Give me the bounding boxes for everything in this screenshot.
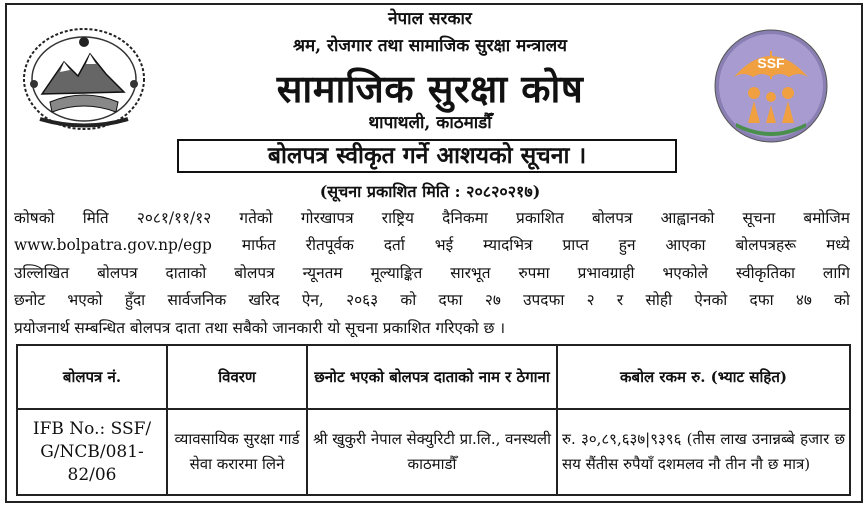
body-line: प्रयोजनार्थ सम्बन्धित बोलपत्र दाता तथा सबैको जानकारी यो सूचना प्रकाशित गरिएको छ । xyxy=(14,318,506,337)
bid-no-cell: IFB No.: SSF/ G/NCB/081-82/06 xyxy=(17,409,167,495)
body-line: उल्लिखित बोलपत्र दाताको बोलपत्र न्यूनतम मूल्याङ्कित सारभूत रुपमा प्रभावग्राही भएकोले स्वीकृतिका लागि xyxy=(14,263,850,282)
notice-body xyxy=(14,205,850,342)
bidder-cell: श्री खुकुरी नेपाल सेक्युरिटी प्रा.लि., वनस्थली काठमाडौँ xyxy=(307,409,557,495)
body-line: कोषको मिति २०८१/११/१२ गतेको गोरखापत्र राष्ट्रिय दैनिकमा प्रकाशित बोलपत्र आह्वानको सूचना बमोजिम xyxy=(14,209,850,227)
nepal-government-emblem-icon xyxy=(20,24,148,134)
government-name: नेपाल सरकार xyxy=(388,9,472,29)
publication-date: (सूचना प्रकाशित मिति : २०८२०२१७) xyxy=(319,182,541,201)
ministry-name: श्रम, रोजगार तथा सामाजिक सुरक्षा मन्त्रालय xyxy=(292,36,567,56)
bid-table xyxy=(16,344,851,496)
header-bidder: छनोट भएको बोलपत्र दाताको नाम र ठेगाना xyxy=(307,345,557,409)
header-amount: कबोल रकम रु. (भ्याट सहित) xyxy=(557,345,850,409)
ssf-logo-text: SSF xyxy=(757,55,785,71)
header-bid-no: बोलपत्र नं. xyxy=(17,345,167,409)
body-line: छनोट भएको हुँदा सार्वजनिक खरिद ऐन, २०६३ को दफा २७ उपदफा २ र सोही ऐनको दफा ४७ को xyxy=(14,291,850,310)
organization-address: थापाथली, काठमाडौँ xyxy=(368,113,492,133)
header-description: विवरण xyxy=(167,345,307,409)
description-cell: व्यावसायिक सुरक्षा गार्ड सेवा करारमा लिने xyxy=(167,409,307,495)
organization-name: सामाजिक सुरक्षा कोष xyxy=(276,66,584,111)
ssf-umbrella-family-logo-icon xyxy=(712,27,830,145)
table-header-row xyxy=(17,345,850,409)
body-line: www.bolpatra.gov.np/egp मार्फत रीतपूर्वक दर्ता भई म्यादभित्र प्राप्त हुन आएका बोलपत्रहरू मध्ये xyxy=(14,236,850,255)
amount-cell: रु. ३०,८९,६३७|९३९६ (तीस लाख उनान्नब्बे हजार छ सय सैंतीस रुपैयाँ दशमलव नौ तीन नौ छ मात्र) xyxy=(557,409,850,495)
table-row xyxy=(17,409,850,495)
notice-title: बोलपत्र स्वीकृत गर्ने आशयको सूचना । xyxy=(177,139,677,173)
